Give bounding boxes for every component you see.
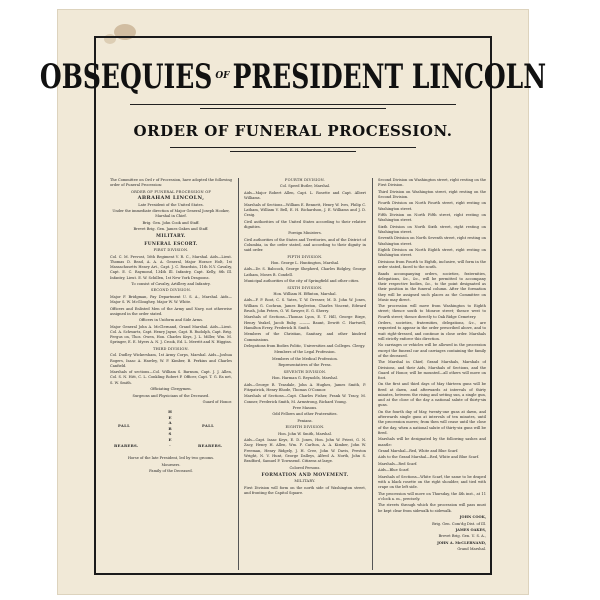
text-paragraph: Civil authorities of the States and Territories, and of the District of Columbia, in the order stated, and according to their dignity in said order. [244,237,366,253]
text-paragraph: Civil authorities of the United States according to their relative dignities. [244,219,366,229]
text-paragraph: Aids—Major Robert Allen, Capt. L. Rosette and Capt. Albert Williams. [244,190,366,201]
text-paragraph: Fifth Division on North Fifth street, right resting on Washington street. [378,213,486,223]
text-paragraph: Brevet Brig. Gen. U. S. A., [438,534,486,539]
text-paragraph: Col. C. M. Prevost, 16th Regiment V. R. C., Marshal. Aids—Lieut. Thomas D. Bead, A. A. A. General, Major Horace Holt, 1st Massachusetts Heavy Art., Capt. J. C. Reardsin, 11th N.Y. Cavalry, Capt. E. C. Raymond, 134th Ill. Infantry, Capt. Kelly, 8th Ill. Infantry, Lieut. E. W. Schillen, 1st New York Dragoons. [110,254,232,280]
text-paragraph: ORDER OF FUNERAL PROCESSION OF [130,189,212,194]
text-paragraph: Sixth Division on North Sixth street, right resting on Washington street. [378,224,486,234]
bearers-right: BEARERS. [198,443,223,449]
text-paragraph: Marshals—Red Scarf. [378,461,418,466]
text-paragraph: Fourth Division on North Fourth street, right resting on Washington street. [378,201,486,211]
hearse-label: H E A R S E . [168,409,172,448]
text-paragraph: Aids—Blue Scarf. [378,468,410,473]
text-paragraph: Marshals of Sections—White Scarf, the same to be draped with a black rosette on the right shoulder, and tied with crape on the left side. [378,474,486,490]
title-connector [215,72,229,81]
text-paragraph: Officers and Enlisted Men of the Army and Navy, not otherwise assigned in the order stated. [110,306,232,316]
text-paragraph: Officiating Clergymen. [150,387,192,392]
column-divider [238,178,239,570]
title-left: OBSEQUIES [39,56,213,96]
text-paragraph: Members of the Legal Profession. [274,350,336,355]
text-paragraph: Hon. Harman G. Reynolds, Marshal. [272,376,338,381]
text-paragraph: EIGHTH DIVISION. [285,425,325,430]
title-connector-top: OF [215,70,230,81]
text-paragraph: No carriages or vehicles will be allowed in the procession except the funeral car and carriages containing the family of the deceased. [378,343,486,358]
text-paragraph: Brig. Gen. Com'dg Dist. of Ill. [432,521,486,526]
text-paragraph: The procession will move on Thursday, the 4th inst., at 11 o'clock a. m., precisely. [378,491,486,501]
text-paragraph: Brig. Gen. John Cook and Staff. [142,220,200,225]
text-paragraph: Surgeons and Physicians of the Deceased. [132,393,210,398]
text-paragraph: Bands accompanying orders, societies, fraternities, delegations, &c., &c., will be permitted to accompany their respective bodies, &c., to the point designated as their position in the funeral column. After the formation they will be assigned such places as the Committee on Music may direct. [378,271,486,302]
text-paragraph: Grand Marshal—Red, White and Blue Scarf. [378,449,459,453]
pall-right: PALL [202,423,215,429]
text-paragraph: The procession will move from Washington to Eighth street; thence south to Monroe street; thence west to Fourth street; thence directly to Oak Ridge Cemetery. [378,304,486,319]
text-paragraph: Members of the Christian, Sanitary, and other kindred Commissions. [244,332,366,342]
text-paragraph: SEVENTH DIVISION. [283,369,327,374]
title-right: PRESIDENT LINCOLN [232,56,547,96]
text-paragraph: Marshals of Sections—Capt. Charles Fisher, Frank W. Tracy, M. Conner, Frederick Smith, M. Armstrong, Richard Young. [244,394,366,404]
text-paragraph: Marshals will be designated by the following sashes and mantle: [378,437,486,447]
text-paragraph: Colored Persons. [289,465,321,470]
text-paragraph: Orders, societies, fraternities, delegations, &c., are requested to appear in the order prescribed above, and to wait right-dressed, and continue in close order. Marshals will strictly enforce this direction. [378,321,486,341]
text-paragraph: Family of the Deceased. [149,469,193,474]
text-paragraph: JOHN A. McCLERNAND, [437,540,486,545]
page-title [39,54,547,98]
text-paragraph: Col. Speed Butler, Marshal. [279,184,331,189]
text-paragraph: The streets through which the procession will pass must be kept clear from sidewalk to sidewalk. [378,503,486,513]
text-paragraph: FORMATION AND MOVEMENT. [261,472,349,478]
text-paragraph: Hon. John W. Smith, Marshal. [278,431,332,436]
text-paragraph: Seventh Division on North Seventh street, right resting on Washington street. [378,236,486,246]
text-paragraph: MILITARY. [294,479,316,484]
text-paragraph: Under the immediate direction of Major General Joseph Hooker, Marshal in Chief. [112,209,230,219]
text-paragraph: FIFTH DIVISION. [287,254,323,259]
text-paragraph: JAMES OAKES, [455,527,486,532]
text-paragraph: Col. Dudley Wickersham, 1st Army Corps, Marshal. Aids—Joshua Rogers, Isaac A. Hawley, W. F. Kimber, B. Perkins and Charles Canfield. [110,353,232,368]
subtitle-rule [170,147,416,148]
text-paragraph: SIXTH DIVISION. [287,285,323,290]
bearers-left: BEARERS. [114,443,139,449]
text-paragraph: Eighth Division on North Eighth street, right resting on Washington street. [378,248,486,258]
text-paragraph: Delegations from Bodies Politic, Universities and Colleges. Clergy. [244,344,366,348]
text-paragraph: Major General John A. McClernand, Grand Marshal. Aids—Lieut. Col. A. Schwartz, Capt. Henry Jayne, Capt. R. Rudolph, Capt. Brig. Fergus on, Thos. Owen, Hon. Charles Keys, J. L. Miller, Wm. M. Springer, E. E. Myers A. N. J. Crook, Ed. L. Merritt and N. Higgins. [110,324,232,345]
text-paragraph: Officers in Uniform and Side Arms. [138,318,204,323]
text-paragraph: Representatives of the Press. [278,363,332,368]
text-paragraph: On the fourth day of May, twenty-one guns at dawn, and afterwards single guns at intervals of ten minutes, until the procession moves; from then will cease until the close of the day, when a national salute of thirty-six guns will be fired. [378,409,486,435]
text-paragraph: Members of the Medical Profession. [272,356,338,361]
subtitle-rule-thin [230,151,356,152]
text-paragraph: Major F. Bridgman, Pay Department U. S. A., Marshal. Aids—Major S. W. McGloughey, Major W. W. White. [110,294,232,305]
text-paragraph: FIRST DIVISION. [153,248,189,253]
text-paragraph: Aids—George R. Teasdale, John A. Hughes, James Smith, P. Fitzpatrick, Henry Rhode, Thomas O'Connor. [244,382,366,392]
text-paragraph: The Committee on Ord r of Procession, have adopted the following order of Funeral Procession: [110,178,232,188]
text-paragraph: On the first and third days of May thirteen guns will be fired at dawn, and afterwards at intervals of thirty minutes, between the rising and setting sun, a single gun, and at the close of the day a national salute of thirty-six guns. [378,382,486,408]
text-paragraph: Hon. William H. Effinton, Marshal. [273,292,337,296]
text-paragraph: Brevet Brig. Gen. James Oakes and Staff. [133,227,209,232]
text-paragraph: Divisions from Fourth to Eighth, inclusive, will form in the order stated, faced to the south. [378,259,486,270]
page-subtitle: ORDER OF FUNERAL PROCESSION. [133,122,453,140]
text-paragraph: Municipal authorities of the city of Springfield and other cities. [244,279,360,284]
column-1 [110,178,232,574]
column-divider [372,178,373,570]
title-rule [130,104,456,105]
text-paragraph: Aids to the Grand Marshal—Red, White and Blue Scarf. [378,455,480,460]
text-paragraph: Odd Fellows and other Fraternities. [272,412,338,417]
text-paragraph: Marshals of sections—Col. William S. Barnum, Capt. J. J. Allen, Col. S. N. Hitt, C. L. Conkling Robert P. Officer, Capt. T. G. Ea net, S. W. Smith. [110,370,232,385]
text-paragraph: THIRD DIVISION. [153,346,189,351]
text-paragraph: Aids—Capt. Isaac Keys, E. D. Jones, Hon. John W. Priest, G. N. Zacy, Henry H. Allen, Wm. F. Carlton, A. A. Kimber, John W. Freeman, Henry Ridgely, J. H. Cree, John W. Davis, Preston Wright, N. V. Hunt, George Dalleys, Alfred A. North, John S. Bradford, Samuel P. Townsend. Citizens at large. [244,438,366,464]
text-paragraph: Aids—F. P. Root, C. S. Yates, T. W. Dresser, M. D. John W. Jones, William G. Cochran, James Bayleston, Charles Vincent, Edward Brush, John Peters, O. W. Sawyer, E. G. Sherry. [244,298,366,313]
title-rule-thin [200,108,386,109]
text-paragraph: Fenians. [297,418,313,423]
text-paragraph: To consist of Cavalry, Artillery and Infantry. [131,281,211,286]
text-paragraph: Free Masons. [292,406,318,410]
text-paragraph: First Division will form on the north side of Washington street, and fronting the Capitol Square. [244,485,366,495]
text-paragraph: Second Division on Washington street, right resting on the First Division. [378,178,486,188]
text-paragraph: The Marshal in Chief, Grand Marshals, Marshals of Divisions, and their Aids, Marshals of Sections, and the Guard of Honor, will be mounted—all others will move on foot. [378,360,486,380]
pall-left: PALL [118,423,131,429]
text-paragraph: MILITARY. [156,234,186,240]
column-2 [244,178,366,574]
text-paragraph: FOURTH DIVISION. [284,178,326,182]
text-paragraph: Foreign Ministers. [288,231,322,236]
text-paragraph: Mourners. [161,462,181,467]
text-paragraph: Aids—Dr. S. Babcock, George Shepherd, Charles Ridgley, George Latham, Moses B. Condell. [244,267,366,277]
text-paragraph: Horse of the late President, led by two grooms. [127,456,215,461]
pall-bearers-block [110,409,232,453]
text-paragraph: Marshals of Sections—William E. Bennett, Henry W. Ives, Philip C. Latham, William V. Bell, E. H. Richardson, J. E. Williams and J. D. Craig. [244,202,366,218]
text-paragraph: Hon. George L. Huntington, Marshal. [270,261,340,265]
text-paragraph: Grand Marshal. [457,547,486,552]
text-paragraph: Guard of Honor. [202,400,232,404]
text-paragraph: ABRAHAM LINCOLN, [137,195,205,202]
text-paragraph: SECOND DIVISION. [150,288,192,293]
text-paragraph: Marshals of Sections—Thomas Lyon, E. T. Hill, George Birge, Henry Yeakel, Jacob Ruby, ——— Baunt, Dewitt C. Hartwell, Hamilton Every, Frederick B. Smith. [244,315,366,330]
text-paragraph: FUNERAL ESCORT. [144,241,198,247]
column-3 [378,178,486,574]
text-paragraph: Late President of the United States. [138,202,204,207]
text-paragraph: Third Division on Washington street, right resting on the Second Division. [378,189,486,199]
text-paragraph: JOHN COOK, [459,515,486,520]
